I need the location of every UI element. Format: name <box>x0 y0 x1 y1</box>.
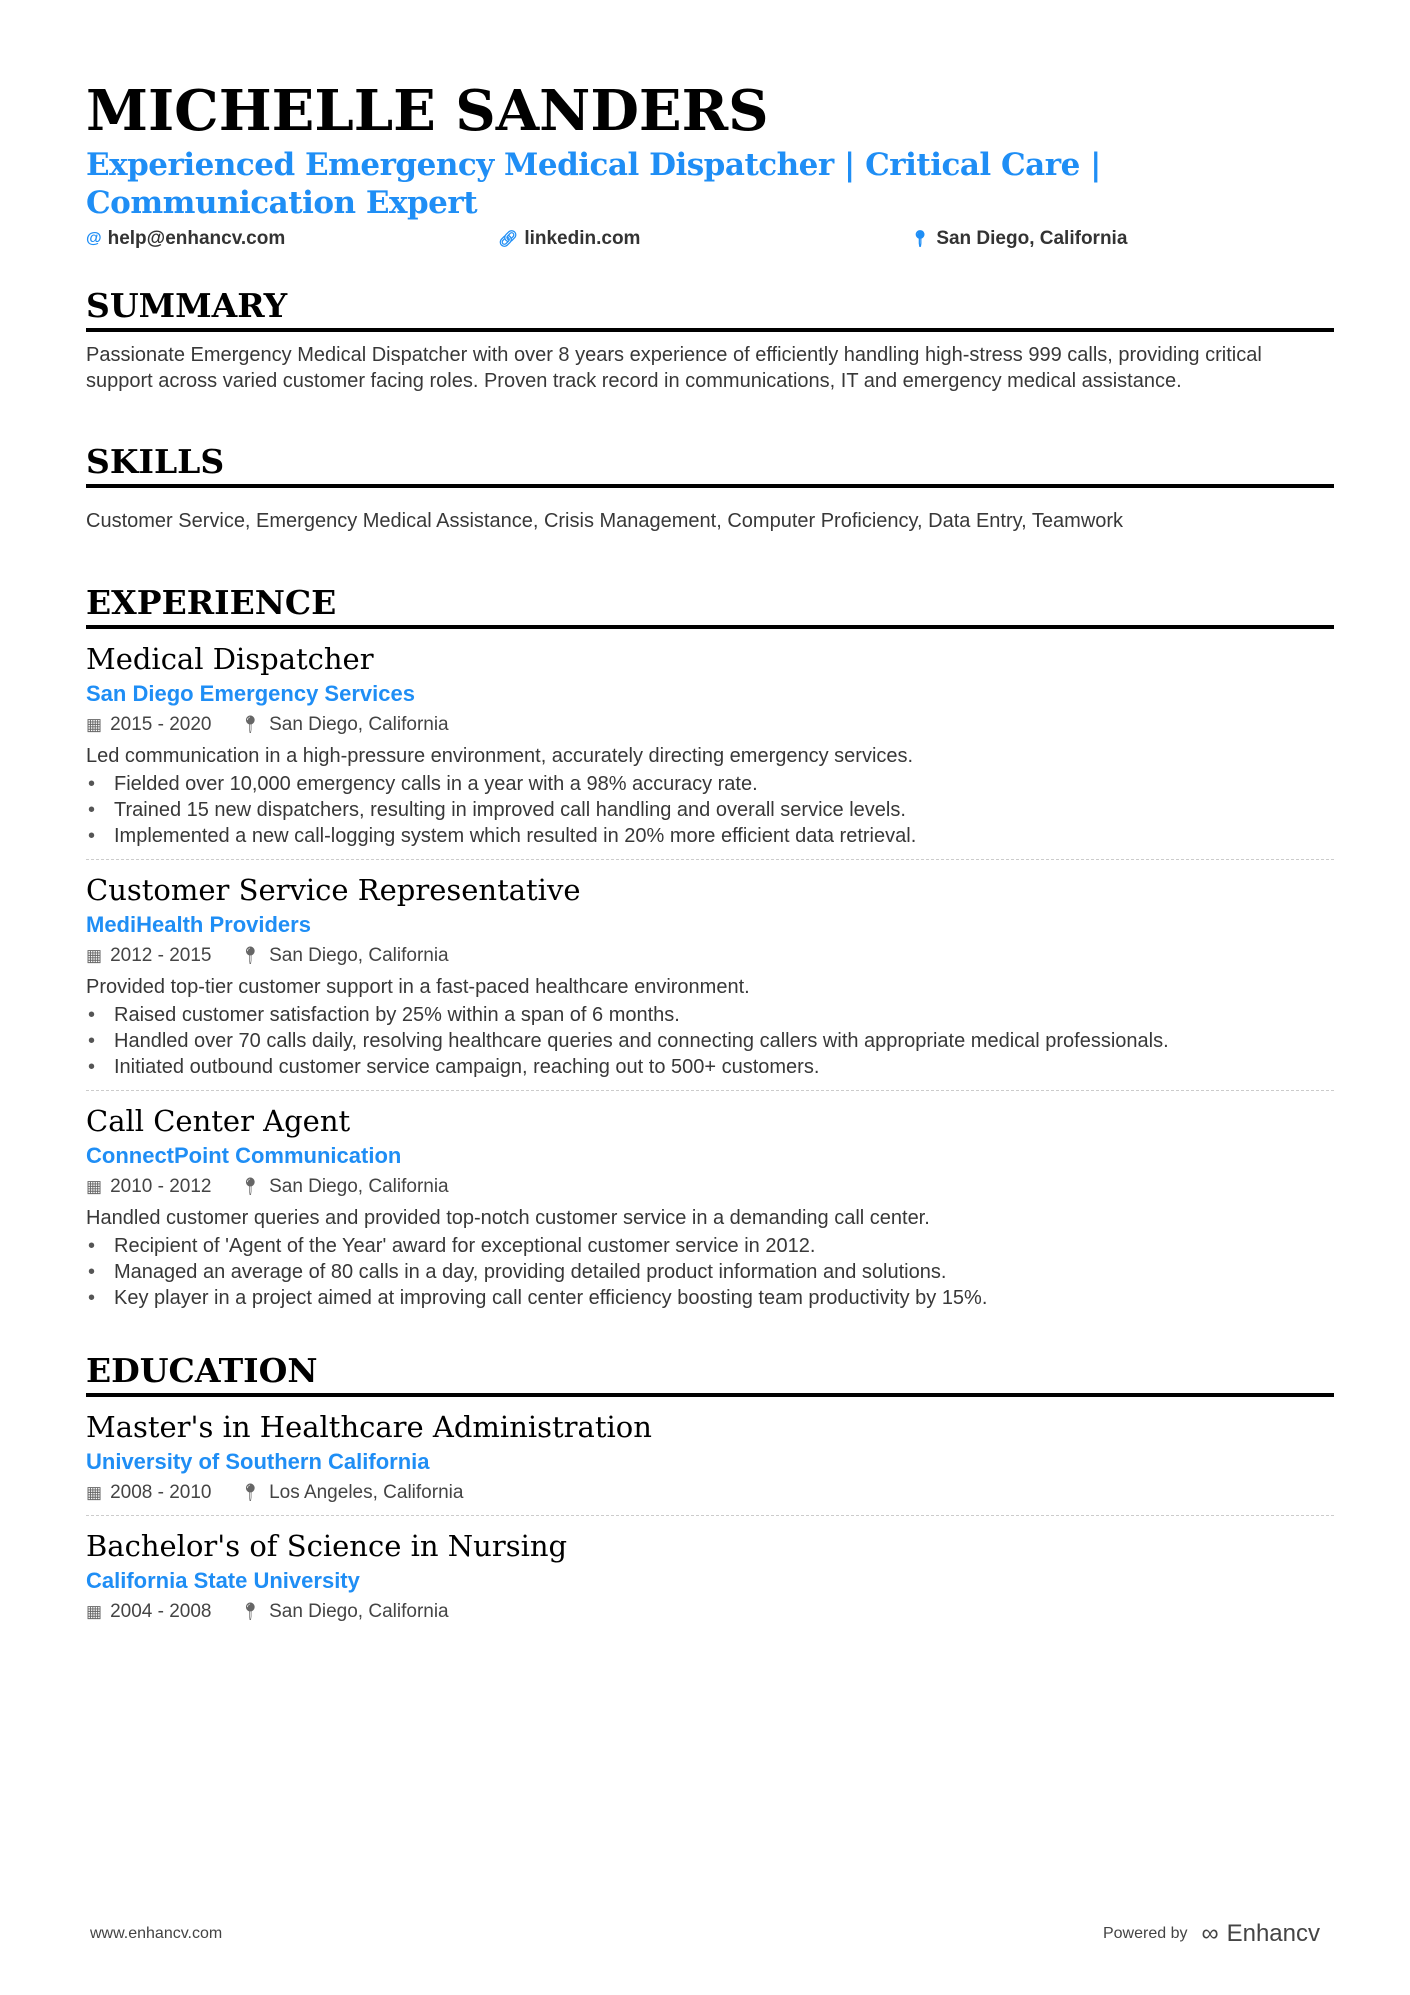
education-section <box>86 1351 1334 1628</box>
meta-row <box>86 940 1334 972</box>
at-icon: @ <box>86 230 102 247</box>
job-title: Customer Service Representative <box>86 873 581 907</box>
bullet-list <box>86 771 1334 849</box>
section-title: SKILLS <box>86 442 225 481</box>
location-pin-icon: 📍︎ <box>239 715 262 734</box>
job-entry <box>86 1091 1334 1311</box>
location-pin-icon: 📍︎ <box>239 1177 262 1196</box>
education-entry <box>86 1397 1334 1516</box>
bullet-item: • Implemented a new call-logging system which resulted in 20% more efficient data retrieval. <box>86 823 1334 849</box>
bullet-list <box>86 1233 1334 1311</box>
job-entry <box>86 629 1334 860</box>
section-title: EXPERIENCE <box>86 583 337 622</box>
divider <box>86 328 1334 332</box>
summary-section <box>86 286 1334 394</box>
bullet-item: • Managed an average of 80 calls in a day, providing detailed product information and solutions. <box>86 1259 1334 1285</box>
enhancv-logo[interactable] <box>1201 1920 1320 1948</box>
job-title: Medical Dispatcher <box>86 642 374 676</box>
bullet-item: • Handled over 70 calls daily, resolving healthcare queries and connecting callers with appropriate medical professionals. <box>86 1028 1334 1054</box>
enhancv-logo-icon: ∞ <box>1201 1920 1219 1947</box>
calendar-icon: ▦ <box>86 1177 103 1196</box>
company-name: ConnectPoint Communication <box>86 1143 402 1168</box>
bullet-list <box>86 1002 1334 1080</box>
degree: Master's in Healthcare Administration <box>86 1410 652 1444</box>
education-entry <box>86 1516 1334 1628</box>
bullet-item: • Key player in a project aimed at improving call center efficiency boosting team productivity by 15%. <box>86 1285 1334 1311</box>
meta-row <box>86 1171 1334 1203</box>
meta-row <box>86 1477 1334 1509</box>
bullet-item: • Recipient of 'Agent of the Year' award for exceptional customer service in 2012. <box>86 1233 1334 1259</box>
company-name: MediHealth Providers <box>86 912 311 937</box>
calendar-icon: ▦ <box>86 715 103 734</box>
bullet-item: • Initiated outbound customer service campaign, reaching out to 500+ customers. <box>86 1054 1334 1080</box>
candidate-name: MICHELLE SANDERS <box>86 78 769 144</box>
contact-email[interactable] <box>86 226 498 252</box>
meta-row <box>86 1596 1334 1628</box>
divider <box>86 484 1334 488</box>
location: San Diego, California <box>269 1176 449 1197</box>
brand-name: Enhancv <box>1226 1920 1320 1947</box>
company-name: San Diego Emergency Services <box>86 681 415 706</box>
bullet-item: • Fielded over 10,000 emergency calls in a year with a 98% accuracy rate. <box>86 771 1334 797</box>
link-icon: 🔗︎ <box>498 231 519 248</box>
bullet-item: • Trained 15 new dispatchers, resulting in improved call handling and overall service levels. <box>86 797 1334 823</box>
school-name: University of Southern California <box>86 1449 430 1474</box>
job-description: Led communication in a high-pressure environment, accurately directing emergency services. <box>86 745 914 767</box>
contact-location <box>910 226 1127 252</box>
calendar-icon: ▦ <box>86 1483 103 1502</box>
linkedin-text: linkedin.com <box>524 228 641 249</box>
job-description: Provided top-tier customer support in a fast-paced healthcare environment. <box>86 976 750 998</box>
headline: Experienced Emergency Medical Dispatcher | Critical Care | Communication Expert <box>86 147 1101 221</box>
dates: 2004 - 2008 <box>110 1601 212 1622</box>
location: San Diego, California <box>269 714 449 735</box>
school-name: California State University <box>86 1568 360 1593</box>
website-link[interactable]: www.enhancv.com <box>90 1925 223 1942</box>
location: Los Angeles, California <box>269 1482 464 1503</box>
dates: 2008 - 2010 <box>110 1482 212 1503</box>
location-text: San Diego, California <box>936 228 1128 249</box>
email-text: help@enhancv.com <box>107 228 286 249</box>
job-entry <box>86 860 1334 1091</box>
location: San Diego, California <box>269 945 449 966</box>
powered-by <box>1103 1920 1320 1948</box>
footer <box>90 1920 1320 1948</box>
calendar-icon: ▦ <box>86 946 103 965</box>
job-description: Handled customer queries and provided top-notch customer service in a demanding call center. <box>86 1207 930 1229</box>
degree: Bachelor's of Science in Nursing <box>86 1529 568 1563</box>
powered-by-label: Powered by <box>1102 1925 1188 1942</box>
summary-text: Passionate Emergency Medical Dispatcher with over 8 years experience of efficiently handling high-stress 999 calls, providing critical support across varied customer facing roles. Proven track record in communications, IT and emergency medical assistance. <box>86 344 1262 392</box>
meta-row <box>86 709 1334 741</box>
section-title: SUMMARY <box>86 286 288 325</box>
location: San Diego, California <box>269 1601 449 1622</box>
location-pin-icon: 📍︎ <box>239 1602 262 1621</box>
job-title: Call Center Agent <box>86 1104 351 1138</box>
skills-section <box>86 442 1334 535</box>
skills-text: Customer Service, Emergency Medical Assistance, Crisis Management, Computer Proficiency, Data Entry, Teamwork <box>86 510 1124 532</box>
location-pin-icon: 📍︎ <box>910 231 931 248</box>
bullet-item: • Raised customer satisfaction by 25% within a span of 6 months. <box>86 1002 1334 1028</box>
calendar-icon: ▦ <box>86 1602 103 1621</box>
section-title: EDUCATION <box>86 1351 318 1390</box>
experience-section <box>86 583 1334 1311</box>
dates: 2010 - 2012 <box>110 1176 212 1197</box>
contact-linkedin[interactable] <box>498 226 910 252</box>
dates: 2015 - 2020 <box>110 714 212 735</box>
contact-row <box>86 226 1334 252</box>
location-pin-icon: 📍︎ <box>239 1483 262 1502</box>
location-pin-icon: 📍︎ <box>239 946 262 965</box>
dates: 2012 - 2015 <box>110 945 212 966</box>
